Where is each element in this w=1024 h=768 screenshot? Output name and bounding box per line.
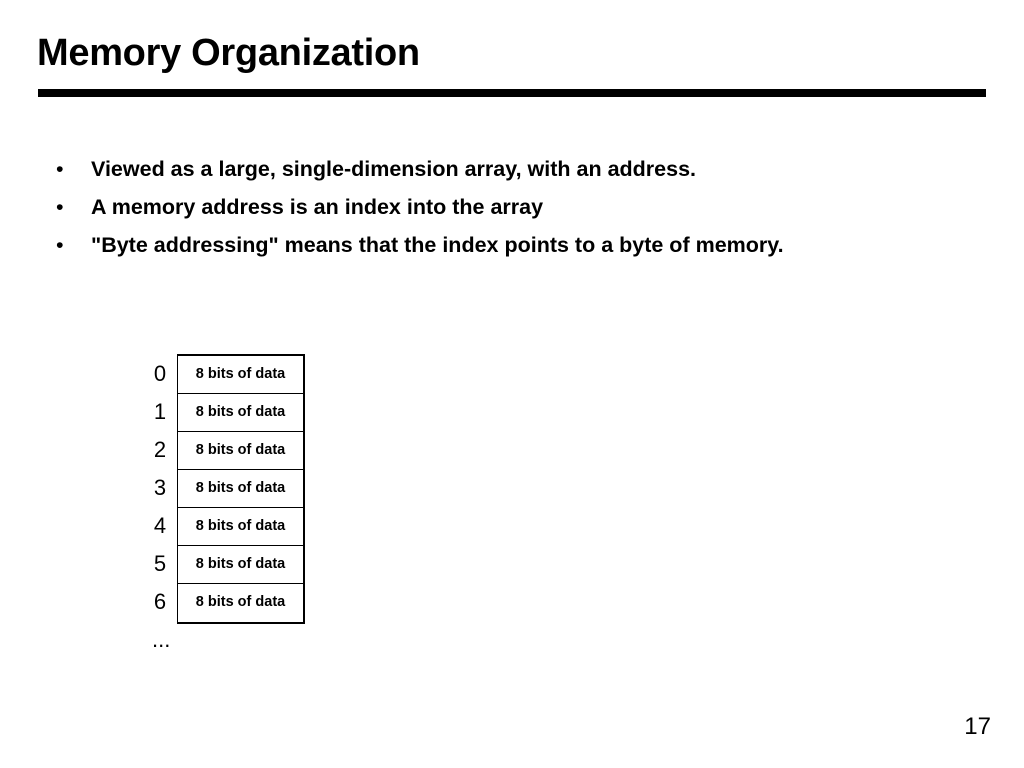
bullet-text: "Byte addressing" means that the index points to a byte of memory.	[91, 233, 784, 257]
address-label: 5	[153, 551, 167, 576]
bullet-item	[56, 150, 784, 188]
memory-cell: 8 bits of data	[178, 546, 303, 584]
memory-cell: 8 bits of data	[178, 508, 303, 546]
memory-cell: 8 bits of data	[178, 356, 303, 394]
bullet-marker: •	[56, 195, 64, 219]
slide-title: Memory Organization	[37, 32, 420, 74]
bullet-item	[56, 226, 784, 264]
memory-cell: 8 bits of data	[178, 432, 303, 470]
continuation-ellipsis: ...	[152, 627, 171, 652]
address-label: 1	[153, 399, 167, 424]
memory-array	[177, 354, 305, 624]
title-underline-rule	[38, 89, 986, 97]
bullet-marker: •	[56, 233, 64, 257]
page-number: 17	[964, 713, 991, 740]
address-label: 4	[153, 513, 167, 538]
memory-cell: 8 bits of data	[195, 594, 286, 610]
bullet-marker: •	[56, 157, 64, 181]
address-label: 2	[153, 437, 167, 462]
address-label: 0	[153, 361, 167, 386]
bullet-item	[56, 188, 784, 226]
bullet-text: Viewed as a large, single-dimension array, with an address.	[91, 157, 697, 181]
bullet-list	[56, 150, 784, 264]
address-label: 6	[153, 589, 167, 614]
bullet-text: A memory address is an index into the array	[91, 195, 544, 219]
address-label: 3	[153, 475, 167, 500]
memory-cell: 8 bits of data	[178, 470, 303, 508]
memory-cell: 8 bits of data	[178, 394, 303, 432]
